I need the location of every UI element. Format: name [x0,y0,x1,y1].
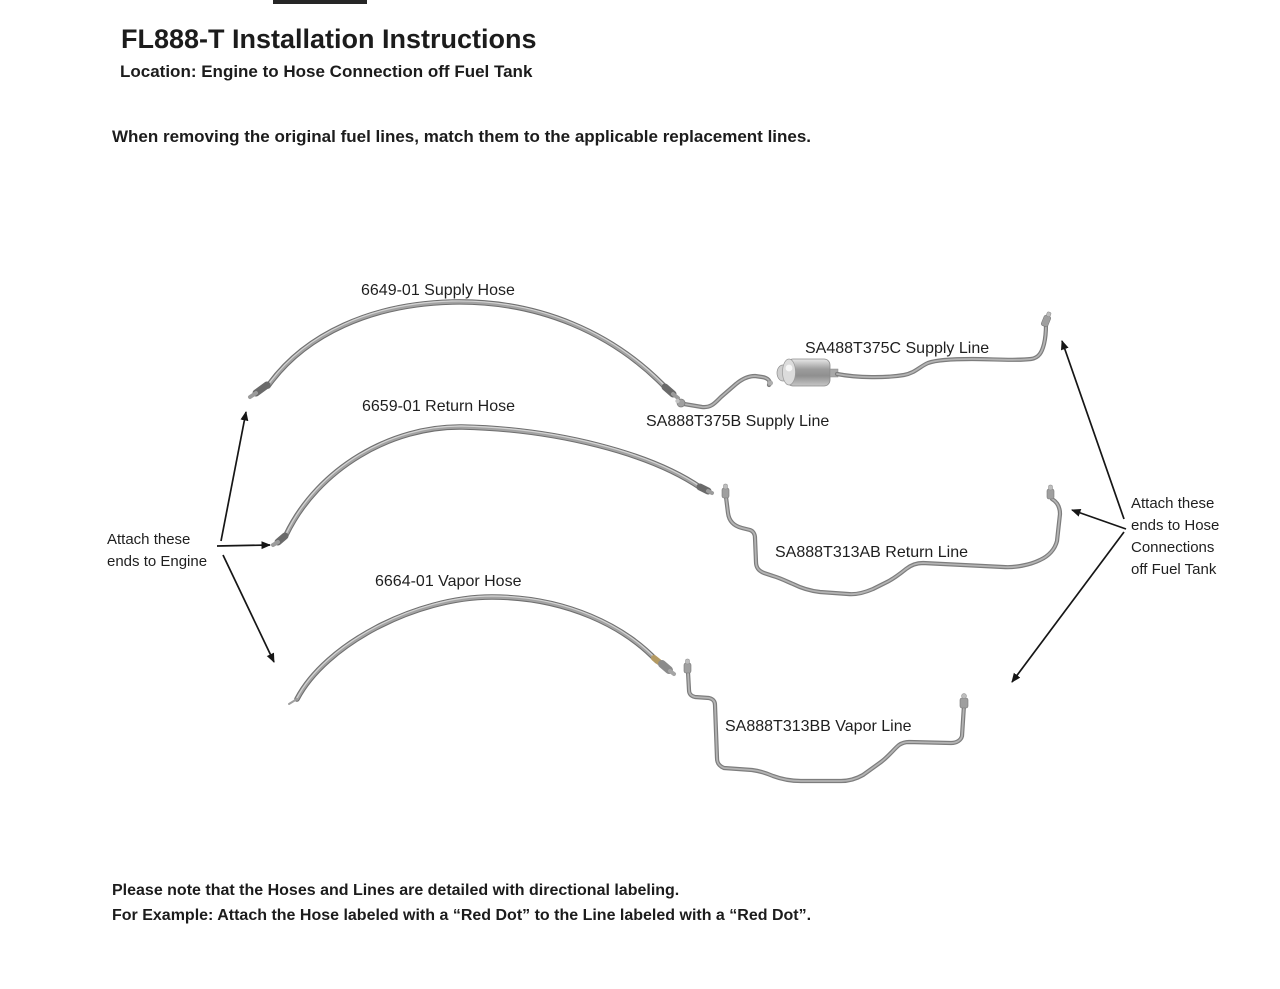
vapor-line-fitting-right [960,698,968,708]
intro-text: When removing the original fuel lines, match them to the applicable replacement lines. [112,127,812,146]
return-hose-label: 6659-01 Return Hose [362,398,515,415]
tank-arrow-to-vapor-line [1012,532,1124,682]
return-line-fitting-right [1047,489,1054,499]
engine-arrows [217,412,274,662]
supply-line-c-label: SA488T375C Supply Line [805,340,990,357]
vapor-hose-curve-shade [297,597,657,699]
return-hose-curve [286,427,701,535]
engine-annotation [107,529,207,573]
tank-arrow-to-return-line [1072,510,1126,529]
tank-annotation-line1: Attach these [1131,495,1215,512]
vapor-hose-curve-highlight [297,596,657,698]
engine-annotation-line2: ends to Engine [107,553,208,570]
return-hose-fitting-right-tip [708,491,712,493]
vapor-line-fitting-right-tip [962,694,967,699]
return-hose [273,426,712,545]
supply-line-b [675,376,772,407]
vapor-hose-label: 6664-01 Vapor Hose [375,573,522,590]
vapor-hose-fitting-right [662,664,669,670]
fuel-filter-left-cap [783,359,796,385]
supply-line-b-label: SA888T375B Supply Line [646,413,830,430]
vapor-line-fitting-left-tip [686,659,690,664]
return-line-fitting-right-tip [1049,485,1053,490]
supply-line-b-tube-highlight [684,376,770,407]
return-line [722,484,1060,594]
engine-annotation-line1: Attach these [107,531,191,548]
supply-line-b-fitting-right [767,380,772,385]
vapor-hose-curve [297,597,657,699]
return-hose-curve-shade [286,427,701,535]
engine-arrow-to-return-hose [217,545,270,546]
footer-note-line2: For Example: Attach the Hose labeled with a “Red Dot” to the Line labeled with a “Red Dot”. [112,907,812,924]
vapor-line-fitting-left [684,663,691,673]
vapor-hose-tip-left [289,699,297,704]
supply-hose-label: 6649-01 Supply Hose [361,282,515,299]
tank-annotation-line3: Connections [1131,539,1215,556]
return-line-fitting-left [722,488,729,498]
return-hose-curve-highlight [286,426,701,534]
return-line-fitting-left-tip [724,484,728,489]
supply-hose-curve [268,302,666,388]
vapor-line-label: SA888T313BB Vapor Line [725,718,912,735]
return-line-label: SA888T313AB Return Line [775,544,969,561]
vapor-hose-fitting-right-tip [670,671,674,674]
supply-line-c-fitting-right [1041,311,1053,328]
tank-arrows [1012,341,1126,682]
page-title: FL888-T Installation Instructions [121,24,537,54]
return-hose-fitting-left-tip [273,542,278,545]
tank-annotation-line2: ends to Hose [1131,517,1220,534]
engine-arrow-to-vapor-hose [223,555,274,662]
supply-hose [250,301,678,398]
footer-note-line1: Please note that the Hoses and Lines are detailed with directional labeling. [112,882,680,899]
supply-hose-curve-shade [268,302,666,388]
engine-arrow-to-supply-hose [221,412,246,541]
supply-line-b-fitting-left-tip [675,399,679,403]
tank-annotation-line4: off Fuel Tank [1131,561,1217,578]
supply-hose-fitting-left-tip [250,393,256,397]
page-subtitle: Location: Engine to Hose Connection off Fuel Tank [120,62,533,81]
supply-hose-fitting-left [256,385,267,393]
tank-arrow-to-supply-line [1062,341,1124,519]
tank-annotation [1131,493,1219,581]
vapor-hose-brass-fitting [654,658,659,662]
fuel-filter-highlight [786,365,793,372]
vapor-hose [289,596,674,704]
footer-notes [112,878,811,928]
